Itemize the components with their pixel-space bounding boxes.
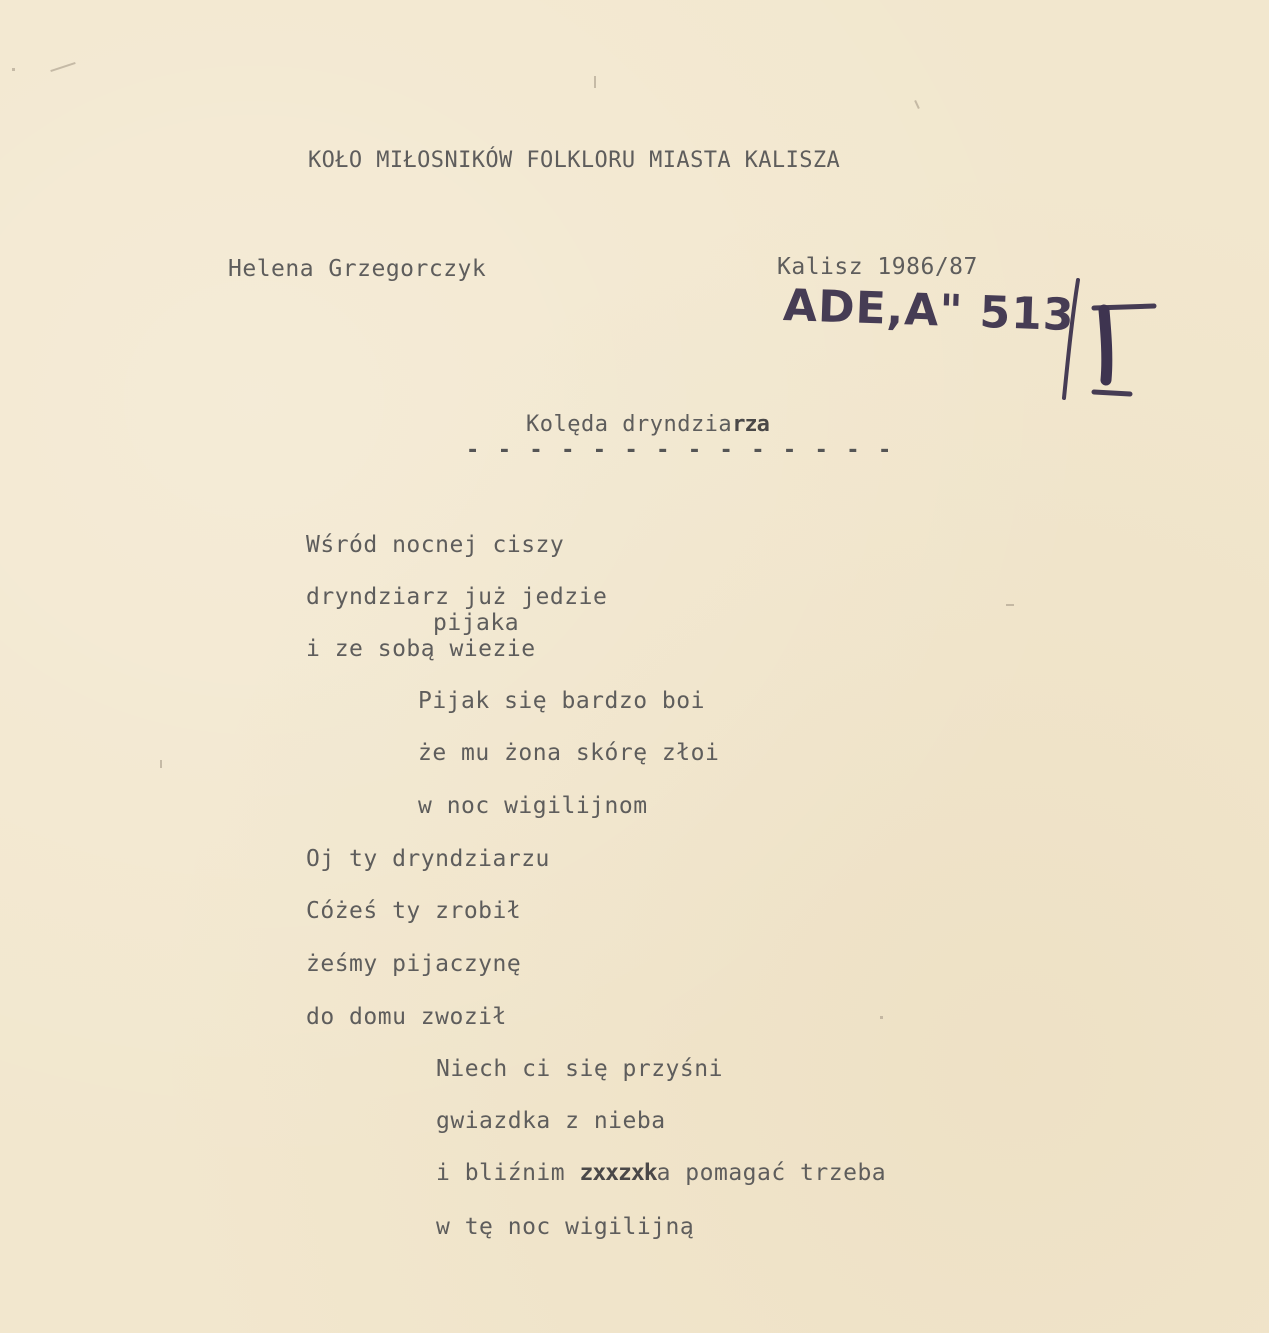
verse-line: Wśród nocnej ciszy — [306, 532, 565, 558]
roman-numeral-mark-icon — [1058, 278, 1158, 403]
paper-speck — [160, 760, 162, 768]
paper-speck — [12, 68, 15, 71]
author-name: Helena Grzegorczyk — [228, 256, 487, 282]
verse-insertion: pijaka — [433, 610, 520, 636]
place-date: Kalisz 1986/87 — [777, 254, 978, 280]
paper-speck — [914, 100, 920, 109]
title-underline: - - - - - - - - - - - - - - — [466, 438, 894, 463]
verse-line-prefix: i bliźnim — [436, 1160, 580, 1186]
paper-speck — [594, 76, 596, 88]
archive-signature: ADE,A" 513 — [782, 280, 1076, 342]
verse-line: w tę noc wigilijną — [436, 1214, 695, 1240]
verse-line: i ze sobą wiezie — [306, 636, 536, 662]
verse-line: Pijak się bardzo boi — [418, 688, 705, 714]
verse-line: Oj ty dryndziarzu — [306, 846, 550, 872]
verse-line: gwiazdka z nieba — [436, 1108, 666, 1134]
document-header: KOŁO MIŁOSNIKÓW FOLKLORU MIASTA KALISZA — [308, 148, 841, 173]
poem-title-text: Kolęda dryndzia — [526, 412, 733, 437]
verse-line: dryndziarz już jedzie — [306, 584, 608, 610]
verse-line: Niech ci się przyśni — [436, 1056, 723, 1082]
verse-line: do domu zwoził — [306, 1004, 507, 1030]
verse-line-suffix: a pomagać trzeba — [656, 1160, 887, 1186]
verse-line-corrected — [436, 1162, 886, 1185]
poem-title — [526, 414, 769, 436]
verse-line: żeśmy pijaczynę — [306, 951, 522, 977]
verse-line: w noc wigilijnom — [418, 793, 648, 819]
verse-line: Cóżeś ty zrobił — [306, 898, 522, 924]
verse-line-strikeover: zxxzxk — [579, 1160, 657, 1186]
paper-speck — [880, 1016, 883, 1019]
verse-line: że mu żona skórę złoi — [418, 740, 720, 766]
paper-speck — [1006, 604, 1014, 606]
paper-speck — [50, 62, 75, 72]
poem-title-strikeover: rza — [732, 412, 769, 437]
